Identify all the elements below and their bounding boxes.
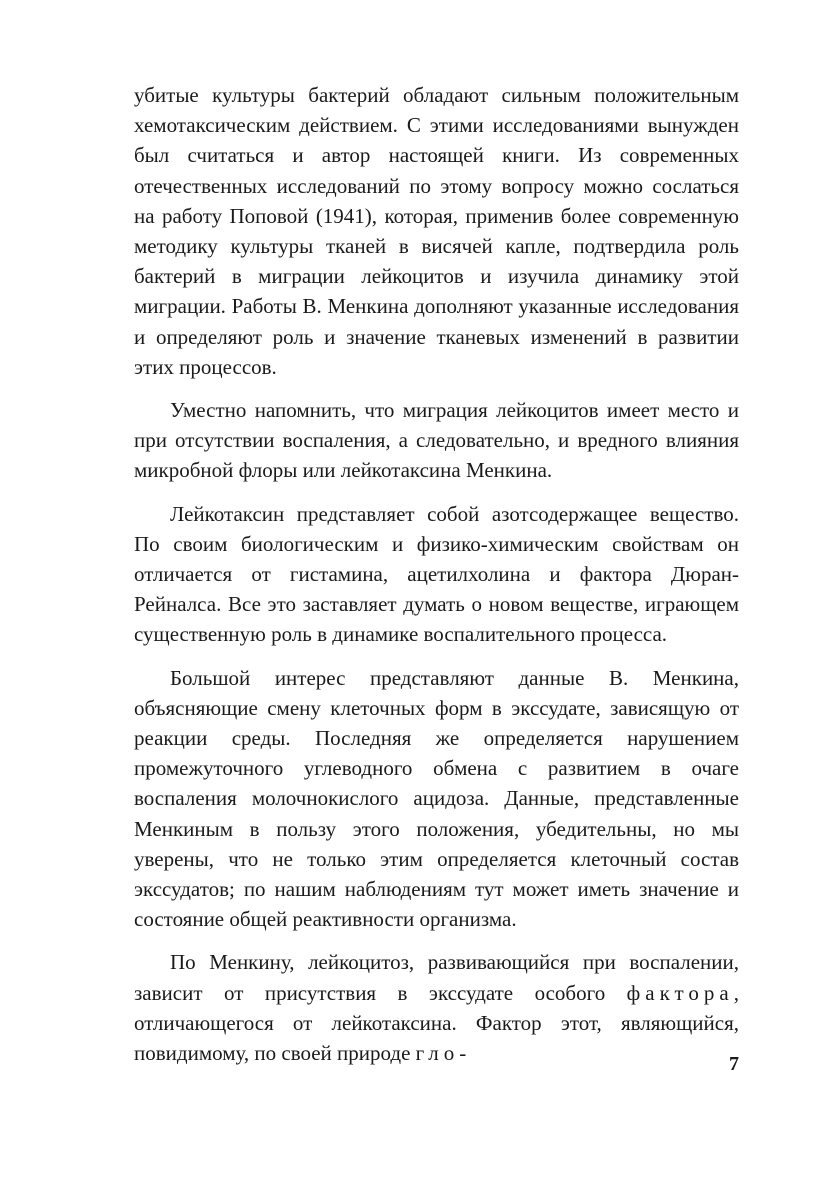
paragraph: Лейкотаксин представляет собой азотсодержащее вещество. По своим биологическим и физико-химическим свойствам он отличается от гистамина, ацетилхолина и фактора Дюран-Рейналса. Все это заставляет думать о новом веществе, играющем существенную роль в динамике воспалительного процесса. (134, 501, 739, 647)
emphasized-word: фактора (626, 980, 734, 1005)
page-number: 7 (729, 1053, 739, 1075)
paragraph-text-start: По Менкину, лейкоцитоз, развивающийся при воспалении, зависит от присутствия в экссудате особого (134, 950, 739, 1005)
paragraph-last (134, 947, 739, 1068)
paragraph: убитые культуры бактерий обладают сильным положительным хемотаксическим действием. С этими исследованиями вынужден был считаться и автор настоящей книги. Из современных отечественных исследований по этому вопросу можно сослаться на работу Поповой (1941), которая, применив более современную методику культуры тканей в висячей капле, подтвердила роль бактерий в миграции лейкоцитов и изучила динамику этой миграции. Работы В. Менкина дополняют указанные исследования и определяют роль и значение тканевых изменений в развитии этих процессов. (134, 83, 739, 379)
paragraph: Уместно напомнить, что миграция лейкоцитов имеет место и при отсутствии воспаления, а следовательно, и вредного влияния микробной флоры или лейкотаксина Менкина. (134, 398, 739, 483)
paragraph: Большой интерес представляют данные В. Менкина, объясняющие смену клеточных форм в экссудате, зависящую от реакции среды. Последняя же определяется нарушением промежуточного углеводного обмена с развитием в очаге воспаления молочнокислого ацидоза. Данные, представленные Менкиным в пользу этого положения, убедительны, но мы уверены, что не только этим определяется клеточный состав экссудатов; по нашим наблюдениям тут может иметь значение и состояние общей реактивности организма. (134, 665, 739, 932)
paragraph-text-end: , отличающегося от лейкотаксина. Фактор этот, являющийся, повидимому, по своей природе (134, 980, 739, 1066)
hyphenated-word: гло- (415, 1041, 472, 1066)
body-text (134, 80, 739, 1068)
